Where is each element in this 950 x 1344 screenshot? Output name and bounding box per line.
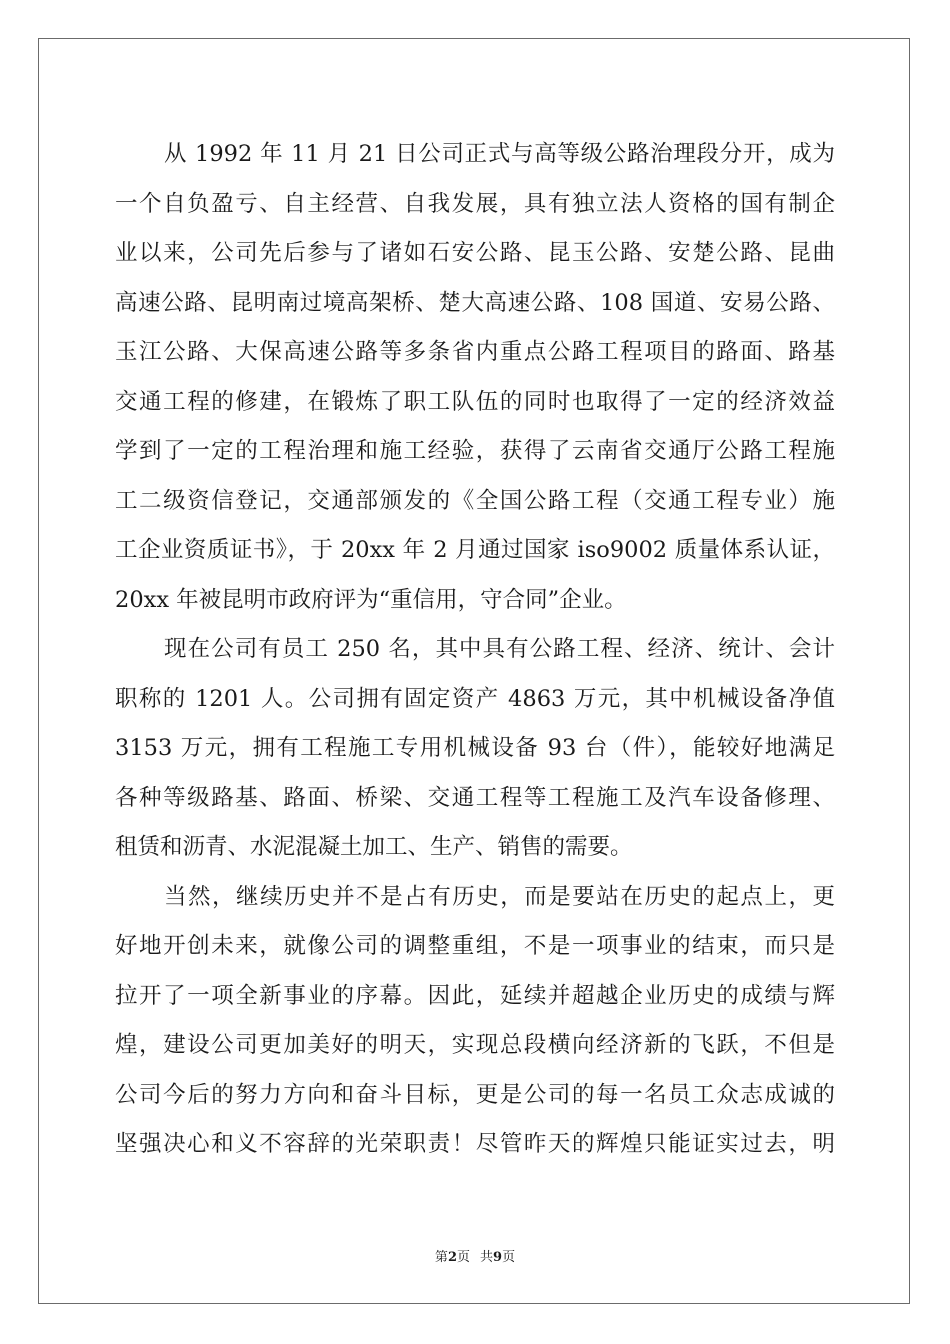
text-line: 当然，继续历史并不是占有历史，而是要站在历史的起点上，更: [164, 883, 835, 910]
text-line: 各种等级路基、路面、桥梁、交通工程等工程施工及汽车设备修理、: [115, 784, 835, 811]
paragraph-3: [115, 873, 835, 1170]
total-pages: 9: [493, 1250, 503, 1265]
text-line: 现在公司有员工 250 名，其中具有公路工程、经济、统计、会计: [164, 636, 835, 662]
text-line: 一个自负盈亏、自主经营、自我发展，具有独立法人资格的国有制企: [115, 190, 835, 217]
page-suffix: 页: [456, 1250, 470, 1265]
text-line: 业以来，公司先后参与了诸如石安公路、昆玉公路、安楚公路、昆曲: [115, 240, 835, 266]
document-body: [115, 130, 835, 1170]
page-number: 2: [447, 1250, 457, 1265]
text-line: 拉开了一项全新事业的序幕。因此，延续并超越企业历史的成绩与辉: [115, 982, 835, 1009]
text-line: 煌，建设公司更加美好的明天，实现总段横向经济新的飞跃，不但是: [115, 1032, 835, 1058]
page-footer: [0, 1246, 950, 1265]
text-line: 3153 万元，拥有工程施工专用机械设备 93 台（件），能较好地满足: [115, 735, 835, 761]
text-line: 公司今后的努力方向和奋斗目标，更是公司的每一名员工众志成诚的: [115, 1081, 835, 1108]
text-line: 从 1992 年 11 月 21 日公司正式与高等级公路治理段分开，成为: [164, 141, 835, 167]
text-line: 20xx 年被昆明市政府评为“重信用，守合同”企业。: [115, 586, 627, 613]
text-line: 学到了一定的工程治理和施工经验，获得了云南省交通厅公路工程施: [115, 438, 835, 464]
text-line: 工二级资信登记，交通部颁发的《全国公路工程（交通工程专业）施: [115, 487, 835, 514]
text-line: 租赁和沥青、水泥混凝土加工、生产、销售的需要。: [115, 834, 633, 860]
text-line: 工企业资质证书》，于 20xx 年 2 月通过国家 iso9002 质量体系认证，: [115, 537, 835, 563]
total-prefix: 共: [480, 1250, 494, 1265]
text-line: 高速公路、昆明南过境高架桥、楚大高速公路、108 国道、安易公路、: [115, 289, 835, 316]
text-line: 坚强决心和义不容辞的光荣职责！尽管昨天的辉煌只能证实过去，明: [115, 1131, 835, 1157]
text-line: 玉江公路、大保高速公路等多条省内重点公路工程项目的路面、路基: [115, 339, 835, 365]
text-line: 职称的 1201 人。公司拥有固定资产 4863 万元，其中机械设备净值: [115, 685, 835, 712]
text-line: 交通工程的修建，在锻炼了职工队伍的同时也取得了一定的经济效益: [115, 388, 835, 415]
paragraph-1: [115, 130, 835, 625]
text-line: 好地开创未来，就像公司的调整重组，不是一项事业的结束，而只是: [115, 933, 835, 959]
page-prefix: 第: [434, 1250, 448, 1265]
paragraph-2: [115, 625, 835, 873]
total-suffix: 页: [502, 1250, 516, 1265]
